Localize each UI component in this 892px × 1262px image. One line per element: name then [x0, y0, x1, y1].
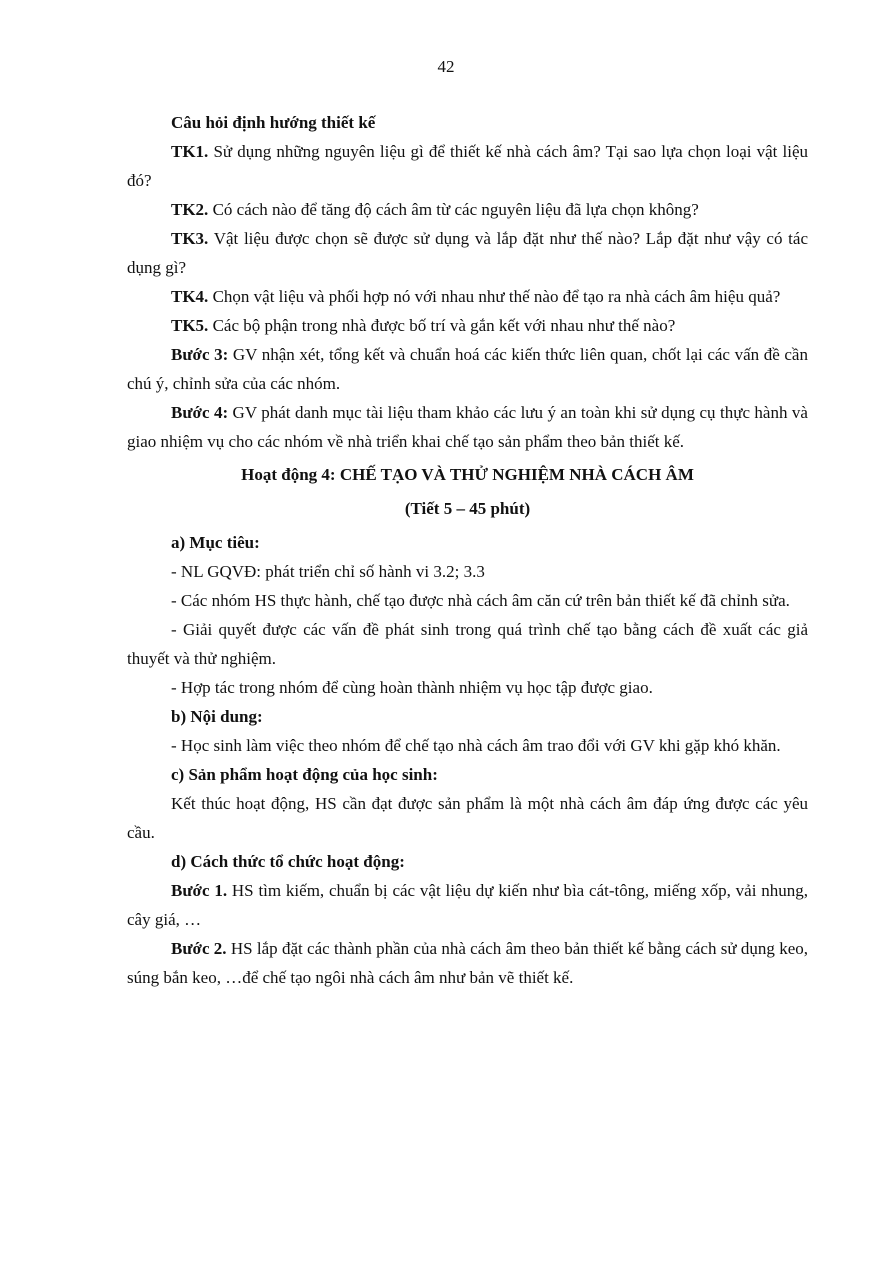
step-label: Bước 3:	[171, 345, 229, 364]
question-text: Các bộ phận trong nhà được bố trí và gắn kết với nhau như thế nào?	[208, 316, 676, 335]
objective-item: - Các nhóm HS thực hành, chế tạo được nhà cách âm căn cứ trên bản thiết kế đã chỉnh sửa.	[171, 591, 790, 610]
question-text: Vật liệu được chọn sẽ được sử dụng và lắp đặt như thế nào? Lắp đặt như vậy có tác dụng gì?	[127, 229, 808, 277]
question-label: TK1.	[171, 142, 209, 161]
method-step-2	[127, 934, 808, 992]
step-3	[127, 340, 808, 398]
page-number: 42	[437, 57, 455, 76]
step-text: GV nhận xét, tổng kết và chuẩn hoá các kiến thức liên quan, chốt lại các vấn đề cần chú ý, chỉnh sửa của các nhóm.	[127, 345, 808, 393]
page-body	[127, 108, 808, 992]
objective-item: - NL GQVĐ: phát triển chỉ số hành vi 3.2; 3.3	[171, 562, 485, 581]
question-label: TK3.	[171, 229, 209, 248]
question-tk4	[127, 282, 808, 311]
question-label: TK2.	[171, 200, 209, 219]
step-text: HS lắp đặt các thành phần của nhà cách âm theo bản thiết kế bằng cách sử dụng keo, súng bắn keo, …để chế tạo ngôi nhà cách âm như bản vẽ thiết kế.	[127, 939, 809, 987]
activity-title: Hoạt động 4: CHẾ TẠO VÀ THỬ NGHIỆM NHÀ CÁCH ÂM	[241, 465, 694, 484]
step-text: GV phát danh mục tài liệu tham khảo các lưu ý an toàn khi sử dụng cụ thực hành và giao nhiệm vụ cho các nhóm về nhà triển khai chế tạo sản phẩm theo bản thiết kế.	[127, 403, 808, 451]
activity-period: (Tiết 5 – 45 phút)	[404, 499, 531, 518]
content-text: - Học sinh làm việc theo nhóm để chế tạo nhà cách âm trao đổi với GV khi gặp khó khăn.	[171, 736, 781, 755]
question-tk3	[127, 224, 808, 282]
product-heading: c) Sản phẩm hoạt động của học sinh:	[171, 765, 438, 784]
question-tk2	[127, 195, 808, 224]
step-text: HS tìm kiếm, chuẩn bị các vật liệu dự kiến như bìa cát-tông, miếng xốp, vải nhung, cây giá, …	[127, 881, 809, 929]
question-tk1	[127, 137, 808, 195]
step-4	[127, 398, 808, 456]
product-text: Kết thúc hoạt động, HS cần đạt được sản phẩm là một nhà cách âm đáp ứng được các yêu cầu.	[127, 794, 808, 842]
step-label: Bước 2.	[171, 939, 227, 958]
question-text: Sử dụng những nguyên liệu gì để thiết kế nhà cách âm? Tại sao lựa chọn loại vật liệu đó?	[127, 142, 808, 190]
step-label: Bước 1.	[171, 881, 228, 900]
question-text: Chọn vật liệu và phối hợp nó với nhau như thế nào để tạo ra nhà cách âm hiệu quả?	[208, 287, 781, 306]
guiding-questions-heading: Câu hỏi định hướng thiết kế	[171, 113, 376, 132]
objectives-heading: a) Mục tiêu:	[171, 533, 260, 552]
method-heading: d) Cách thức tổ chức hoạt động:	[171, 852, 405, 871]
objective-item: - Hợp tác trong nhóm để cùng hoàn thành nhiệm vụ học tập được giao.	[171, 678, 653, 697]
question-label: TK4.	[171, 287, 209, 306]
content-heading: b) Nội dung:	[171, 707, 263, 726]
question-label: TK5.	[171, 316, 209, 335]
question-tk5	[127, 311, 808, 340]
method-step-1	[127, 876, 808, 934]
objective-item: - Giải quyết được các vấn đề phát sinh trong quá trình chế tạo bằng cách đề xuất các giả thuyết và thử nghiệm.	[127, 620, 808, 668]
question-text: Có cách nào để tăng độ cách âm từ các nguyên liệu đã lựa chọn không?	[208, 200, 699, 219]
step-label: Bước 4:	[171, 403, 229, 422]
